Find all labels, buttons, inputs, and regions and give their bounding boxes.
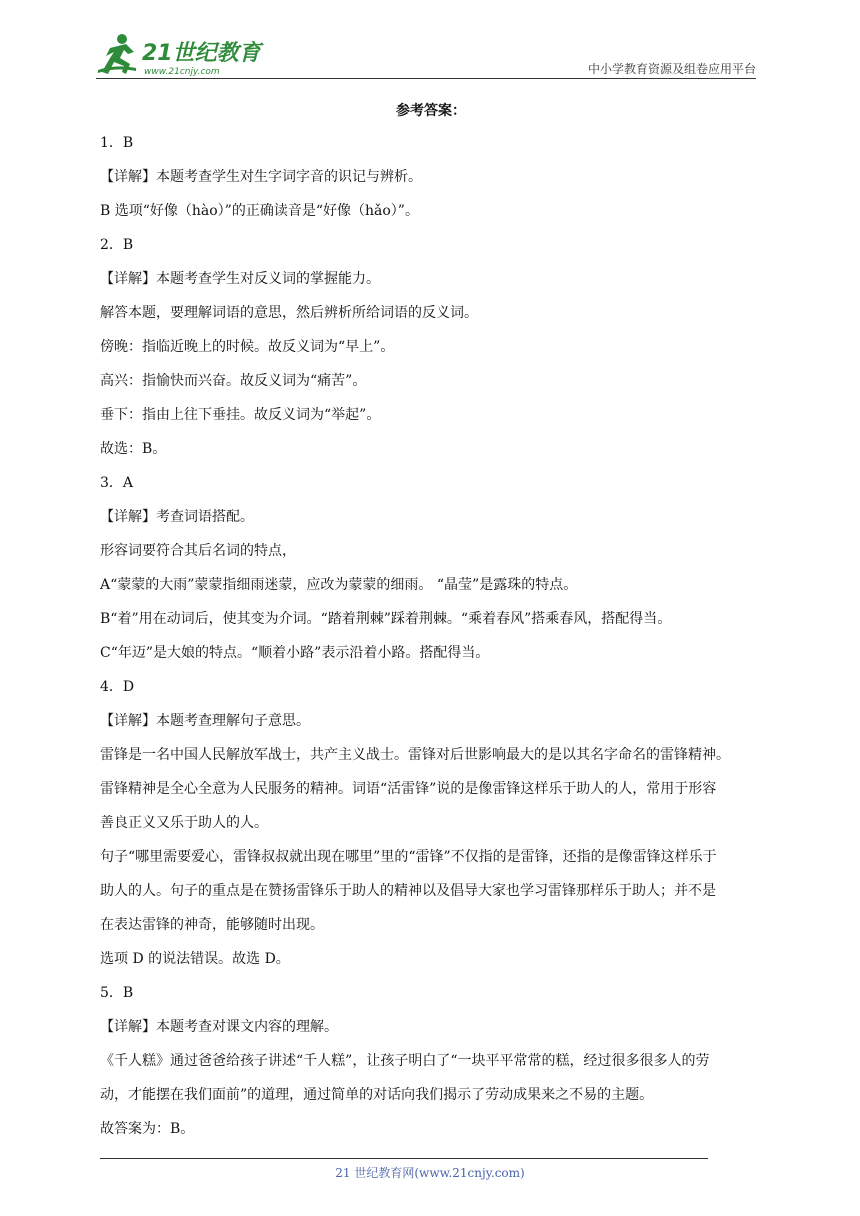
text-line: 故答案为：B。 bbox=[100, 1121, 195, 1137]
text-line: 雷锋是一名中国人民解放军战士，共产主义战士。雷锋对后世影响最大的是以其名字命名的雷锋精神。 bbox=[100, 747, 730, 763]
header-divider bbox=[96, 78, 756, 79]
text-line: 句子“哪里需要爱心，雷锋叔叔就出现在哪里”里的“雷锋”不仅指的是雷锋，还指的是像雷锋这样乐于 bbox=[100, 849, 717, 865]
text-line: 高兴：指愉快而兴奋。故反义词为“痛苦”。 bbox=[100, 373, 367, 389]
answer-content bbox=[100, 100, 762, 1146]
text-line: B 选项“好像（hào）”的正确读音是“好像（hǎo）”。 bbox=[100, 203, 419, 219]
page-header bbox=[96, 30, 756, 80]
text-line: 形容词要符合其后名词的特点， bbox=[100, 543, 296, 559]
text-line: 选项 D 的说法错误。故选 D。 bbox=[100, 951, 290, 967]
page-title: 参考答案： bbox=[396, 103, 466, 119]
text-line: 3．A bbox=[100, 475, 134, 491]
text-line: 2．B bbox=[100, 237, 134, 253]
text-line: 故选：B。 bbox=[100, 441, 167, 457]
text-line: 【详解】考查词语搭配。 bbox=[100, 509, 254, 525]
text-line: 动，才能摆在我们面前”的道理，通过简单的对话向我们揭示了劳动成果来之不易的主题。 bbox=[100, 1087, 654, 1103]
page-footer: 21 世纪教育网(www.21cnjy.com) bbox=[335, 1166, 525, 1180]
text-line: 4．D bbox=[100, 679, 135, 695]
text-line: 【详解】本题考查理解句子意思。 bbox=[100, 713, 310, 729]
platform-name: 中小学教育资源及组卷应用平台 bbox=[587, 62, 756, 76]
text-line: 傍晚：指临近晚上的时候。故反义词为“早上”。 bbox=[100, 339, 395, 355]
text-line: 【详解】本题考查对课文内容的理解。 bbox=[100, 1019, 338, 1035]
footer-divider bbox=[100, 1158, 708, 1159]
text-line: 《千人糕》通过爸爸给孩子讲述“千人糕”，让孩子明白了“一块平平常常的糕，经过很多很多人的劳 bbox=[100, 1053, 710, 1069]
text-line: 解答本题，要理解词语的意思，然后辨析所给词语的反义词。 bbox=[100, 305, 478, 321]
text-line: 善良正义又乐于助人的人。 bbox=[100, 815, 268, 831]
text-line: 助人的人。句子的重点是在赞扬雷锋乐于助人的精神以及倡导大家也学习雷锋那样乐于助人；并不是 bbox=[100, 883, 716, 899]
logo-text: 21世纪教育 bbox=[142, 41, 261, 66]
text-line: 在表达雷锋的神奇，能够随时出现。 bbox=[100, 917, 324, 933]
text-line: 1．B bbox=[100, 135, 134, 151]
text-line: 【详解】本题考查学生对生字词字音的识记与辨析。 bbox=[100, 169, 422, 185]
text-line: 【详解】本题考查学生对反义词的掌握能力。 bbox=[100, 271, 380, 287]
text-line: C“年迈”是大娘的特点。“顺着小路”表示沿着小路。搭配得当。 bbox=[100, 645, 490, 661]
text-line: 5．B bbox=[100, 985, 134, 1001]
text-line: B“着”用在动词后，使其变为介词。“踏着荆棘”踩着荆棘。“乘着春风”搭乘春风，搭配得当。 bbox=[100, 611, 672, 627]
logo-url: www.21cnjy.com bbox=[144, 67, 220, 77]
text-line: A“蒙蒙的大雨”蒙蒙指细雨迷蒙，应改为蒙蒙的细雨。 “晶莹”是露珠的特点。 bbox=[100, 577, 578, 593]
logo-icon bbox=[96, 30, 266, 78]
text-line: 垂下：指由上往下垂挂。故反义词为“举起”。 bbox=[100, 407, 381, 423]
text-line: 雷锋精神是全心全意为人民服务的精神。词语“活雷锋”说的是像雷锋这样乐于助人的人，常用于形容 bbox=[100, 781, 717, 797]
